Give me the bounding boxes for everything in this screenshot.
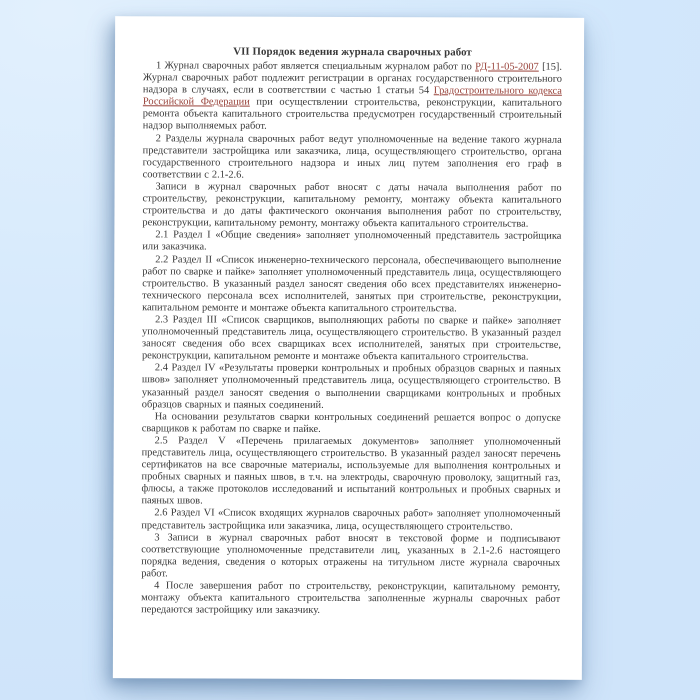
paragraph-text: 2.1 Раздел I «Общие сведения» заполняет уполномоченный представитель застройщика или заказчика. — [142, 229, 562, 253]
paragraph-text: 2.4 Раздел IV «Результаты проверки контрольных и пробных образцов сварных и паяных швов» заполняет уполномоченный представитель лица, осуществляющего строительство. В указанный раздел заносят сведения о выполнении сварщиками контрольных и пробных образцов сварных и паяных соединений. — [141, 362, 561, 411]
paragraph-text: [15]. Журнал сварочных работ подлежит регистрации в органах государственного строительного надзора в случаях, если в соответствии с частью 1 статьи 54 — [142, 61, 563, 97]
paragraph-text: 3 Записи в журнал сварочных работ вносят в текстовой форме и подписывают соответствующие уполномоченные представители лиц, указанных в 2.1-2.6 настоящего порядка ведения, сведения о которых отражены на титульном листе журнала сварочных работ. — [141, 531, 561, 580]
paragraph-text: 2 Разделы журнала сварочных работ ведут уполномоченные на ведение такого журнала представители застройщика или заказчика, лица, осуществляющего строительство, органа государственного строительного надзора и иных лиц путем заполнения его граф в соответствии с 2.1-2.6. — [142, 132, 562, 181]
paragraph — [143, 133, 562, 183]
document-body — [141, 60, 562, 618]
paragraph-text: 2.5 Раздел V «Перечень прилагаемых документов» заполняет уполномоченный представитель лица, осуществляющего строительство. В указанный раздел заносят перечень сертификатов на все сварочные материалы, используемые для выполнения контрольных и пробных сварных и паяных швов, в т.ч. на электроды, сварочную проволоку, защитный газ, флюсы, а также протоколов исследований и испытаний контрольных и пробных сварных и паяных швов. — [141, 435, 561, 507]
paragraph-text: при осуществлении строительства, реконструкции, капитального ремонта объекта капитального строительства предусмотрен государственный строительный надзор выполняемых работ. — [142, 96, 562, 133]
paragraph — [143, 60, 562, 134]
document-page — [113, 16, 584, 680]
paragraph-text: Записи в журнал сварочных работ вносят с даты начала выполнения работ по строительству, реконструкции, капитальному ремонту, монтажу объекта капитального строительства и до даты фактического окончания выполнения работ по строительству, реконструкции, капитальному ремонту, монтажу объекта капитального строительства. — [142, 181, 562, 230]
paragraph-text: 2.2 Раздел II «Список инженерно-технического персонала, обеспечивающего выполнение работ по сварке и пайке» заполняет уполномоченный представитель лица, осуществляющего строительство. В указанный раздел заносят сведения обо всех представителях инженерно-технического персонала всех исполнителей, занятых при строительстве, реконструкции, капитальном ремонте и монтаже объекта капитального строительства. — [142, 253, 562, 315]
paragraph — [142, 363, 561, 413]
paragraph — [141, 532, 560, 582]
paragraph-text: 2.3 Раздел III «Список сварщиков, выполняющих работы по сварке и пайке» заполняет уполномоченный представитель лица, осуществляющего строительство. В указанный раздел заносят сведения обо всех сварщиках всех исполнителей, занятых при строительстве, реконструкции, капитальном ремонте и монтаже объекта капитального строительства. — [141, 314, 562, 363]
paragraph — [142, 181, 561, 231]
paragraph — [142, 411, 561, 437]
paragraph — [141, 580, 560, 618]
paragraph-text: 4 После завершения работ по строительству, реконструкции, капитальному ремонту, монтажу объекта капитального строительства заполненные журналы сварочных работ передаются застройщику или заказчику. — [141, 580, 561, 617]
paragraph — [141, 508, 560, 534]
paragraph-text: 1 Журнал сварочных работ является специальным журналом работ по — [155, 60, 476, 73]
paragraph-text: 2.6 Раздел VI «Список входящих журналов сварочных работ» заполняет уполномоченный представитель застройщика или заказчика, лица, осуществляющего строительство. — [141, 507, 561, 533]
inline-link[interactable]: РД-11-05-2007 — [475, 61, 539, 73]
document-title: VII Порядок ведения журнала сварочных работ — [233, 45, 472, 59]
paragraph — [142, 230, 561, 256]
paragraph-text: На основании результатов сварки контрольных соединений решается вопрос о допуске сварщиков к работам по сварке и пайке. — [141, 411, 561, 435]
paragraph — [142, 254, 561, 316]
paragraph — [141, 435, 560, 509]
inline-link[interactable]: Градостроительного кодекса Российской Федерации — [142, 85, 562, 108]
paragraph — [142, 314, 561, 364]
